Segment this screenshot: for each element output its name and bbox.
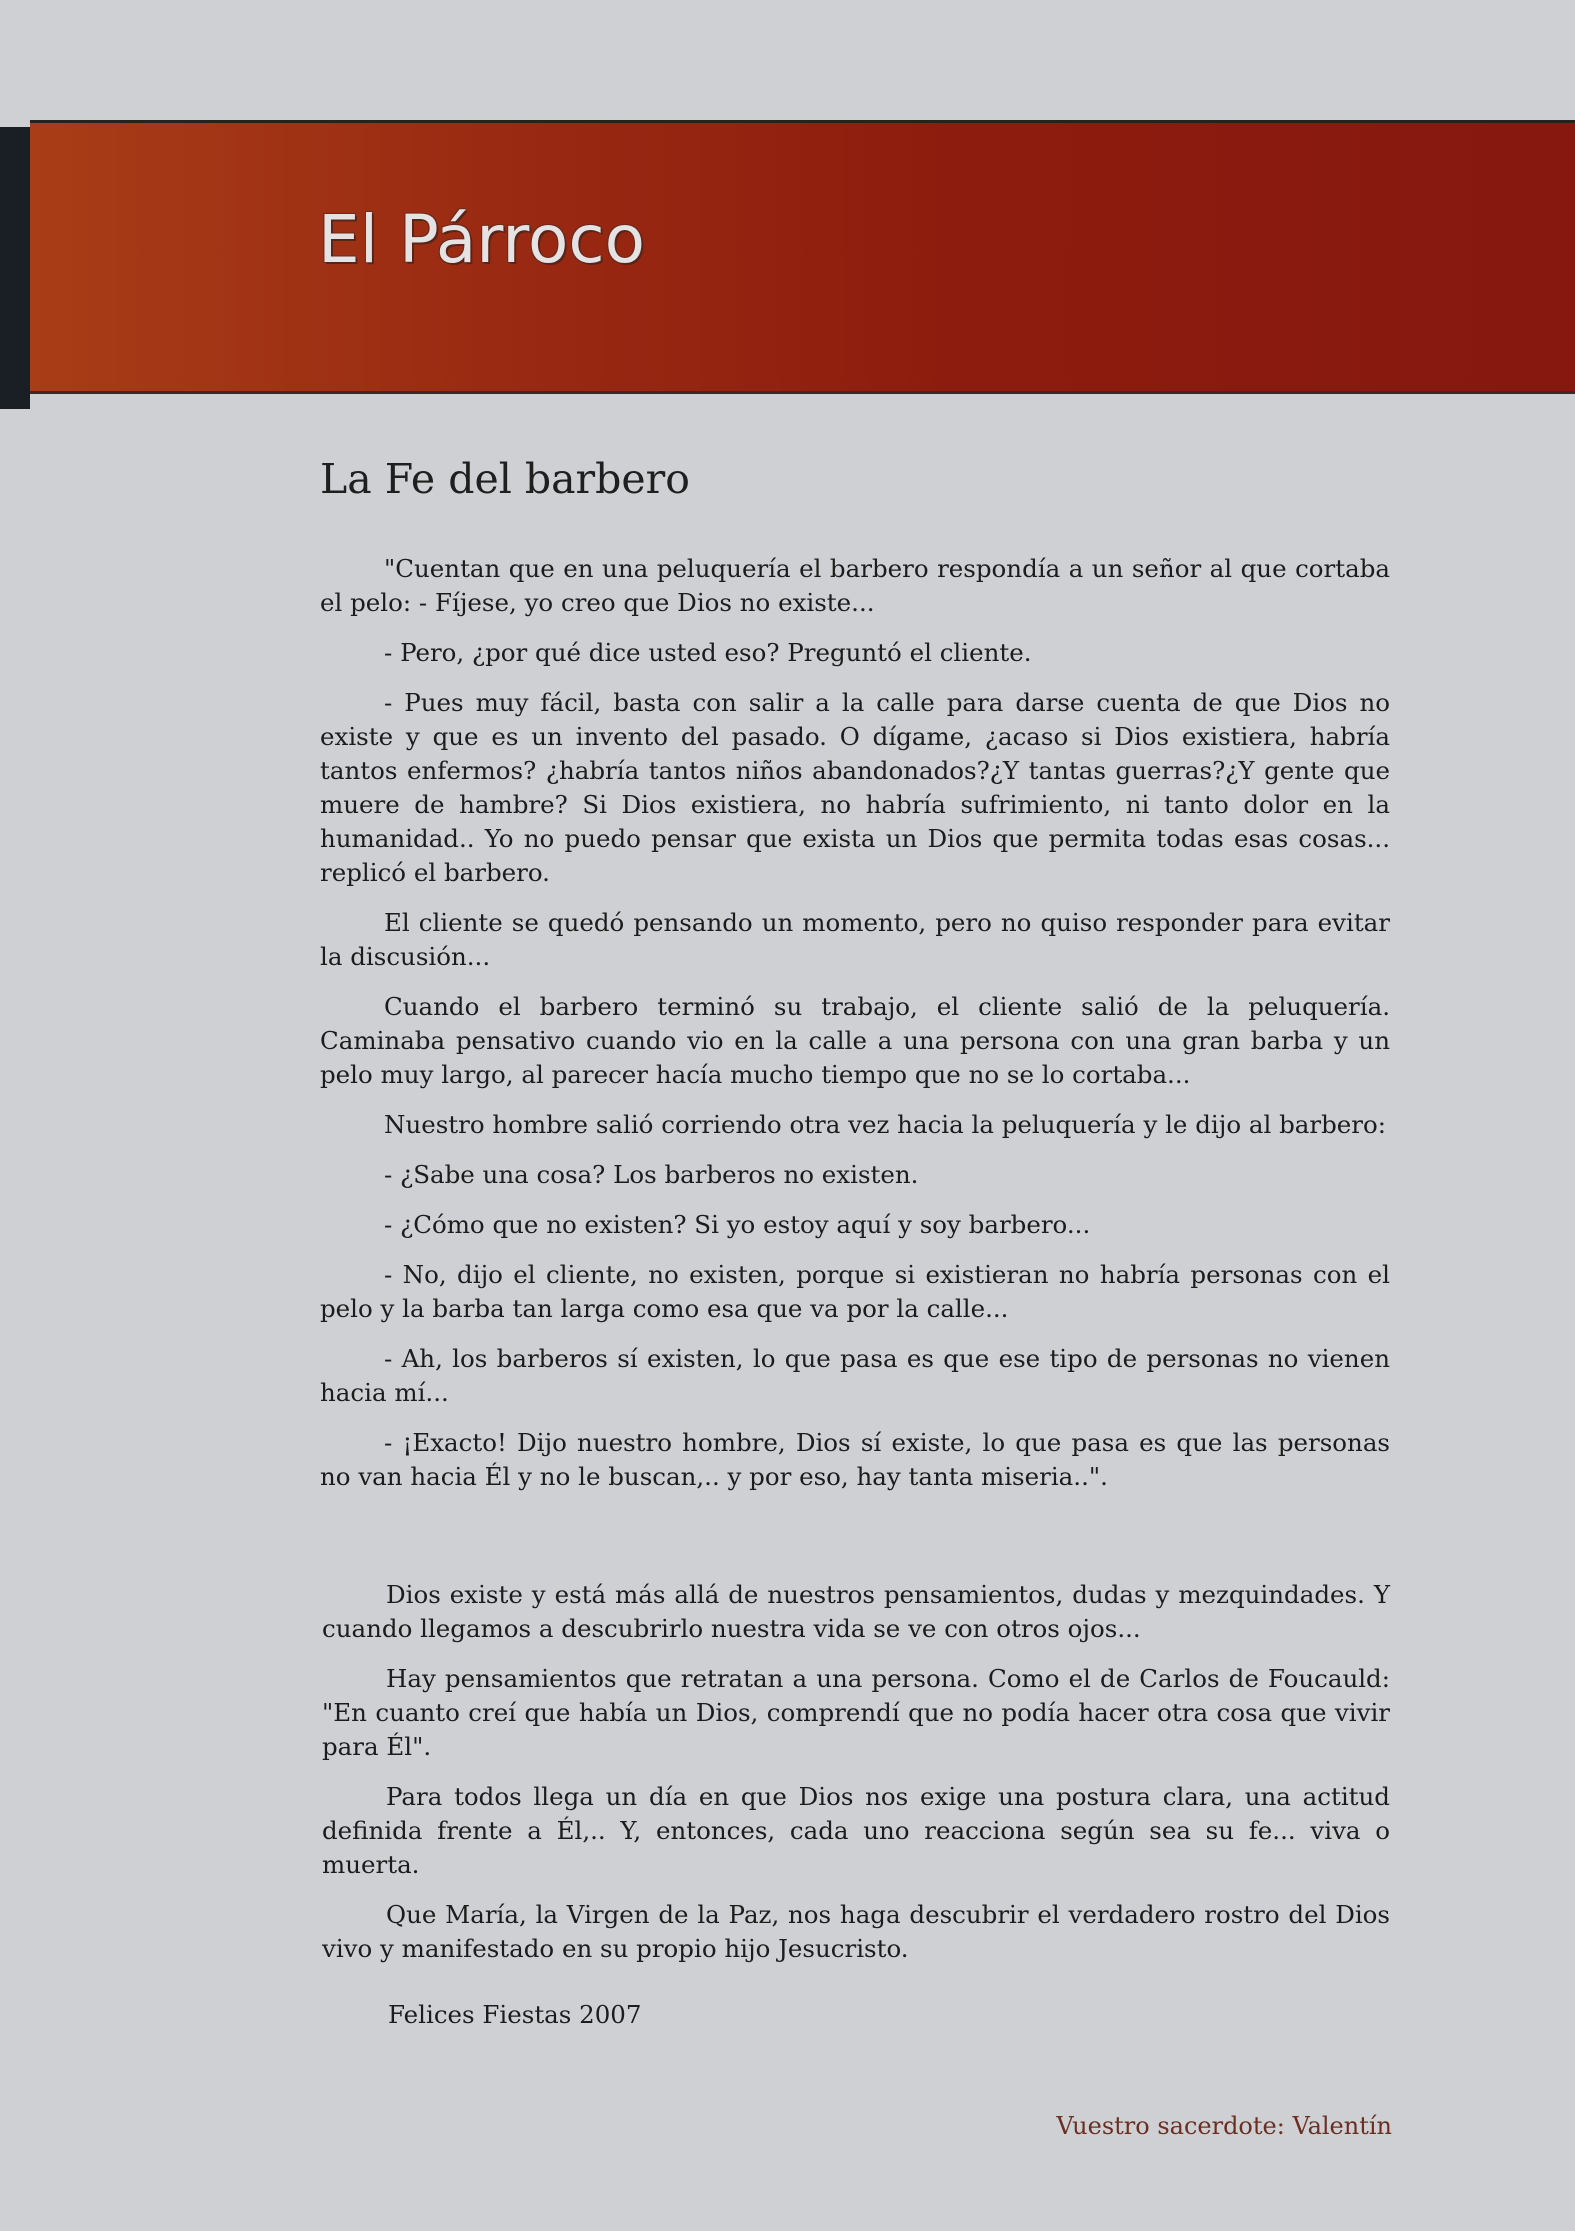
story-paragraph: - ¿Cómo que no existen? Si yo estoy aquí y soy barbero... xyxy=(384,1210,1091,1239)
binding-edge xyxy=(0,127,30,409)
story-paragraph: - Pues muy fácil, basta con salir a la calle para darse cuenta de que Dios no existe y que es un invento del pasado. O dígame, ¿acaso si Dios existiera, habría tantos enfermos? ¿habría tantos niños abandonados?¿Y tantas guerras?¿Y gente que muere de hambre? Si Dios existiera, no habría sufrimiento, ni tanto dolor en la humanidad.. Yo no puedo pensar que exista un Dios que permita todas esas cosas... replicó el barbero. xyxy=(320,688,1390,887)
article-title: La Fe del barbero xyxy=(320,455,690,503)
story-paragraph: - Pero, ¿por qué dice usted eso? Preguntó el cliente. xyxy=(384,638,1032,667)
reflection-paragraph: Dios existe y está más allá de nuestros pensamientos, dudas y mezquindades. Y cuando llegamos a descubrirlo nuestra vida se ve con otros ojos... xyxy=(322,1580,1390,1643)
reflection-text xyxy=(322,1578,1390,1982)
section-banner xyxy=(30,120,1575,394)
story-paragraph: Nuestro hombre salió corriendo otra vez hacia la peluquería y le dijo al barbero: xyxy=(384,1110,1386,1139)
story-paragraph: Cuando el barbero terminó su trabajo, el cliente salió de la peluquería. Caminaba pensativo cuando vio en la calle a una persona con una gran barba y un pelo muy largo, al parecer hacía mucho tiempo que no se lo cortaba... xyxy=(320,992,1390,1089)
closing-greeting: Felices Fiestas 2007 xyxy=(388,2000,642,2029)
story-paragraph: - No, dijo el cliente, no existen, porque si existieran no habría personas con el pelo y la barba tan larga como esa que va por la calle... xyxy=(320,1260,1390,1323)
signature: Vuestro sacerdote: Valentín xyxy=(1056,2112,1392,2140)
reflection-paragraph: Para todos llega un día en que Dios nos exige una postura clara, una actitud definida frente a Él,.. Y, entonces, cada uno reacciona según sea su fe... viva o muerta. xyxy=(322,1782,1390,1879)
story-paragraph: El cliente se quedó pensando un momento, pero no quiso responder para evitar la discusión... xyxy=(320,908,1390,971)
story-paragraph: "Cuentan que en una peluquería el barbero respondía a un señor al que cortaba el pelo: - Fíjese, yo creo que Dios no existe... xyxy=(320,554,1390,617)
story-paragraph: - ¿Sabe una cosa? Los barberos no existen. xyxy=(384,1160,919,1189)
story-text xyxy=(320,552,1390,1510)
reflection-paragraph: Que María, la Virgen de la Paz, nos haga descubrir el verdadero rostro del Dios vivo y manifestado en su propio hijo Jesucristo. xyxy=(322,1900,1390,1963)
story-paragraph: - Ah, los barberos sí existen, lo que pasa es que ese tipo de personas no vienen hacia mí... xyxy=(320,1344,1390,1407)
section-title: El Párroco xyxy=(318,201,646,278)
story-paragraph: - ¡Exacto! Dijo nuestro hombre, Dios sí existe, lo que pasa es que las personas no van hacia Él y no le buscan,.. y por eso, hay tanta miseria..". xyxy=(320,1428,1390,1491)
reflection-paragraph: Hay pensamientos que retratan a una persona. Como el de Carlos de Foucauld: "En cuanto creí que había un Dios, comprendí que no podía hacer otra cosa que vivir para Él". xyxy=(322,1664,1390,1761)
